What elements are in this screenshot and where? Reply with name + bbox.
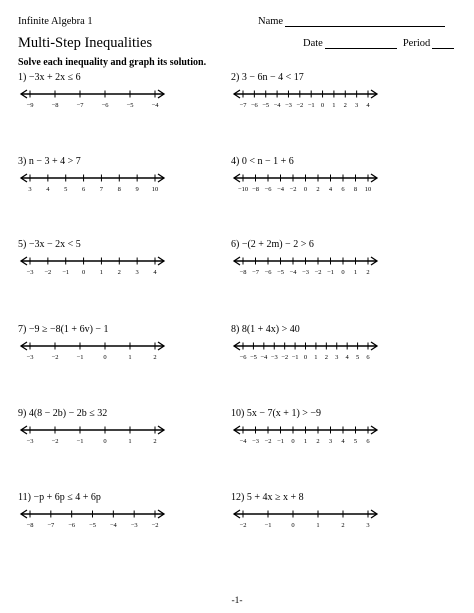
tick-label: −2 — [239, 522, 247, 529]
tick-label: 4 — [46, 186, 50, 193]
instructions: Solve each inequality and graph its solution. — [18, 57, 207, 68]
tick-label: 2 — [324, 354, 328, 361]
problem-7-label: 7) −9 ≥ −8(1 + 6v) − 1 — [18, 324, 109, 335]
name-field[interactable] — [258, 16, 445, 27]
tick-label: 1 — [316, 522, 320, 529]
tick-label: −5 — [249, 354, 257, 361]
tick-label: −4 — [239, 438, 247, 445]
tick-label: −2 — [289, 186, 297, 193]
tick-label: −8 — [252, 186, 259, 193]
tick-label: 10 — [364, 186, 372, 193]
tick-label: −6 — [250, 102, 258, 109]
tick-label: −4 — [277, 186, 284, 193]
tick-label: −3 — [130, 522, 138, 529]
tick-label: 6 — [366, 438, 370, 445]
tick-label: −1 — [76, 354, 84, 361]
tick-label: 4 — [328, 186, 333, 193]
date-blank[interactable] — [325, 38, 397, 49]
name-label: Name — [258, 16, 284, 27]
problem-7-number-line[interactable] — [20, 340, 165, 362]
problem-9-number-line[interactable] — [20, 424, 165, 446]
tick-label: 1 — [353, 269, 358, 276]
tick-label: 0 — [291, 522, 295, 529]
page-title: Multi-Step Inequalities — [18, 35, 153, 51]
tick-label: 8 — [117, 186, 121, 193]
tick-label: −7 — [239, 102, 247, 109]
tick-label: 2 — [343, 102, 347, 109]
tick-label: −6 — [68, 522, 76, 529]
tick-label: 0 — [303, 186, 308, 193]
tick-label: −3 — [252, 438, 259, 445]
tick-label: −7 — [47, 522, 55, 529]
period-blank[interactable] — [432, 38, 454, 49]
tick-label: 4 — [345, 354, 349, 361]
tick-label: −4 — [109, 522, 117, 529]
tick-label: −9 — [26, 102, 34, 109]
page-number: -1- — [231, 596, 243, 606]
problem-4-label: 4) 0 < n − 1 + 6 — [231, 156, 294, 167]
tick-label: 0 — [81, 269, 86, 276]
tick-label: 3 — [366, 522, 370, 529]
tick-label: −2 — [44, 269, 52, 276]
tick-label: −2 — [296, 102, 304, 109]
tick-label: −6 — [264, 269, 272, 276]
tick-label: −6 — [264, 186, 272, 193]
tick-label: −4 — [260, 354, 268, 361]
tick-label: −8 — [26, 522, 34, 529]
tick-label: 0 — [341, 269, 345, 276]
tick-label: −4 — [151, 102, 159, 109]
tick-label: −2 — [264, 438, 272, 445]
tick-label: 6 — [366, 354, 370, 361]
tick-label: 3 — [355, 102, 359, 109]
name-blank[interactable] — [285, 16, 445, 27]
tick-label: −2 — [51, 354, 59, 361]
tick-label: −2 — [281, 354, 289, 361]
tick-label: 0 — [291, 438, 295, 445]
tick-label: −1 — [291, 354, 299, 361]
tick-label: 1 — [303, 438, 308, 445]
tick-label: −2 — [51, 438, 59, 445]
problem-8-number-line[interactable] — [233, 340, 378, 362]
tick-label: −3 — [26, 438, 34, 445]
tick-label: −1 — [264, 522, 272, 529]
tick-label: 1 — [99, 269, 104, 276]
tick-label: 3 — [135, 269, 139, 276]
problem-12-number-line[interactable] — [233, 508, 378, 530]
tick-label: 0 — [303, 354, 308, 361]
tick-label: 2 — [117, 269, 121, 276]
tick-label: 5 — [353, 438, 358, 445]
problem-4-number-line[interactable] — [233, 172, 378, 194]
tick-label: −3 — [26, 354, 34, 361]
tick-label: 3 — [335, 354, 339, 361]
tick-label: −7 — [252, 269, 259, 276]
tick-label: 7 — [99, 186, 104, 193]
date-label: Date — [303, 38, 323, 49]
tick-label: 6 — [81, 186, 86, 193]
problem-5-label: 5) −3x − 2x < 5 — [18, 239, 81, 250]
problem-10-label: 10) 5x − 7(x + 1) > −9 — [231, 408, 322, 419]
tick-label: 4 — [341, 438, 345, 445]
tick-label: 1 — [332, 102, 336, 109]
tick-label: −4 — [289, 269, 297, 276]
tick-label: 2 — [153, 438, 157, 445]
tick-label: 0 — [103, 438, 107, 445]
tick-label: −5 — [277, 269, 284, 276]
problem-11-number-line[interactable] — [20, 508, 165, 530]
tick-label: −5 — [126, 102, 134, 109]
problem-8-label: 8) 8(1 + 4x) > 40 — [231, 324, 300, 335]
tick-label: −3 — [302, 269, 309, 276]
tick-label: −5 — [89, 522, 96, 529]
tick-label: −1 — [307, 102, 315, 109]
tick-label: −2 — [151, 522, 159, 529]
tick-label: −3 — [26, 269, 34, 276]
course-name: Infinite Algebra 1 — [18, 16, 93, 27]
tick-label: −5 — [262, 102, 270, 109]
tick-label: 4 — [366, 102, 370, 109]
date-period-fields — [303, 38, 454, 49]
tick-label: −3 — [270, 354, 278, 361]
tick-label: −4 — [273, 102, 281, 109]
tick-label: 2 — [316, 438, 320, 445]
tick-label: 1 — [128, 354, 132, 361]
tick-label: −1 — [76, 438, 84, 445]
problem-2-label: 2) 3 − 6n − 4 < 17 — [231, 72, 304, 83]
tick-label: −6 — [239, 354, 247, 361]
problem-10-number-line[interactable] — [233, 424, 378, 446]
tick-label: 5 — [355, 354, 360, 361]
tick-label: 2 — [153, 354, 157, 361]
tick-label: −1 — [62, 269, 70, 276]
problem-3-label: 3) n − 3 + 4 > 7 — [18, 156, 81, 167]
tick-label: 5 — [64, 186, 68, 193]
problem-1-number-line[interactable] — [20, 88, 165, 110]
tick-label: −6 — [101, 102, 109, 109]
tick-label: −2 — [314, 269, 322, 276]
tick-label: 2 — [316, 186, 320, 193]
tick-label: 0 — [103, 354, 107, 361]
tick-label: 1 — [314, 354, 318, 361]
problem-5-number-line[interactable] — [20, 255, 165, 277]
tick-label: 1 — [128, 438, 132, 445]
period-label: Period — [402, 38, 431, 49]
problem-2-number-line[interactable] — [233, 88, 378, 110]
tick-label: 10 — [151, 186, 159, 193]
tick-label: 4 — [153, 269, 157, 276]
tick-label: −3 — [284, 102, 292, 109]
tick-label: −10 — [237, 186, 249, 193]
problem-12-label: 12) 5 + 4x ≥ x + 8 — [231, 492, 304, 503]
problem-1-label: 1) −3x + 2x ≤ 6 — [18, 72, 81, 83]
tick-label: 6 — [341, 186, 345, 193]
problem-3-number-line[interactable] — [20, 172, 165, 194]
problem-11-label: 11) −p + 6p ≤ 4 + 6p — [18, 492, 101, 503]
tick-label: 2 — [341, 522, 345, 529]
tick-label: 3 — [328, 438, 333, 445]
tick-label: −8 — [51, 102, 59, 109]
tick-label: −1 — [277, 438, 284, 445]
tick-label: 3 — [28, 186, 32, 193]
tick-label: 8 — [353, 186, 358, 193]
tick-label: 9 — [135, 186, 139, 193]
problem-9-label: 9) 4(8 − 2b) − 2b ≤ 32 — [18, 408, 108, 419]
tick-label: 2 — [366, 269, 370, 276]
problem-6-label: 6) −(2 + 2m) − 2 > 6 — [231, 239, 314, 250]
problem-6-number-line[interactable] — [233, 255, 378, 277]
tick-label: −7 — [76, 102, 84, 109]
tick-label: −1 — [327, 269, 334, 276]
tick-label: 0 — [320, 102, 325, 109]
tick-label: −8 — [239, 269, 247, 276]
